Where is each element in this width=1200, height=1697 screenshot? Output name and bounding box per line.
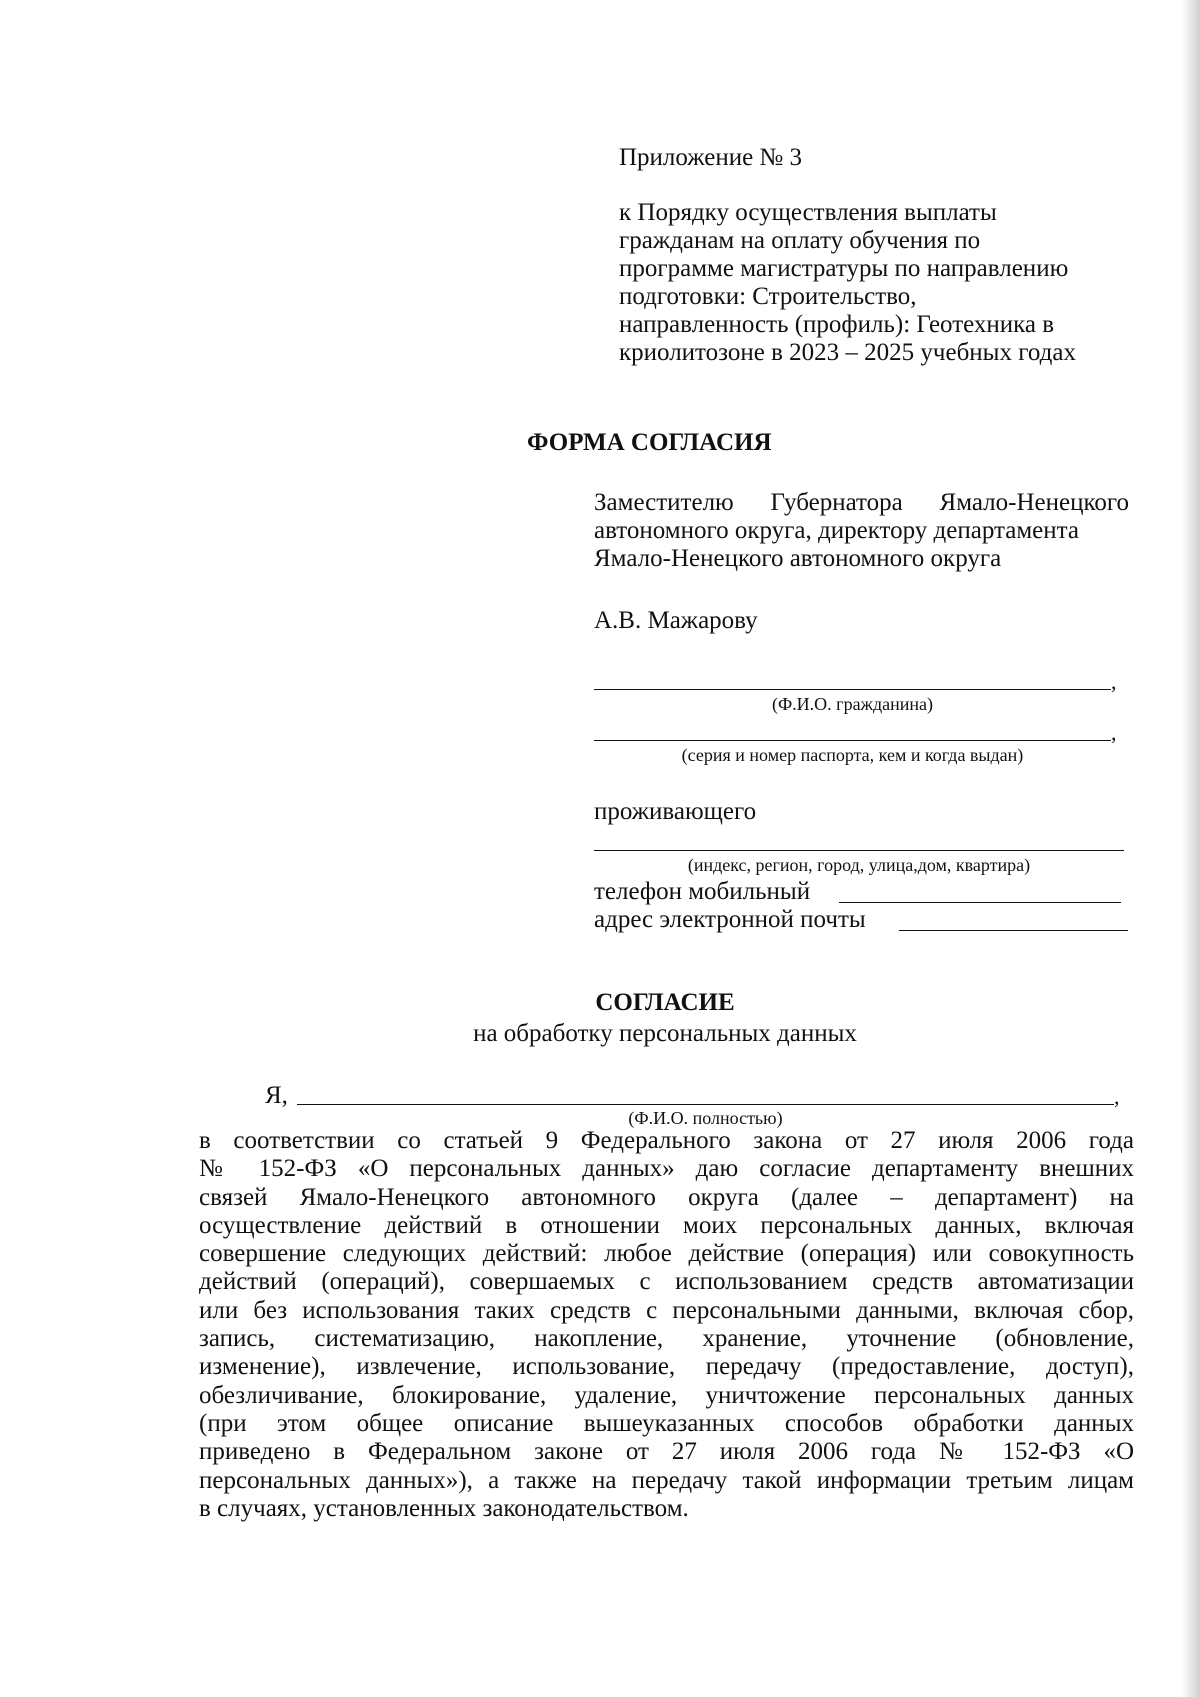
annex-line: направленность (профиль): Геотехника в [619, 311, 1055, 338]
passport-comma: , [1111, 720, 1117, 745]
phone-blank-line[interactable] [839, 902, 1121, 903]
annex-description [619, 199, 1139, 367]
fio-blank-line[interactable] [594, 689, 1111, 690]
full-name-comma: , [1114, 1084, 1120, 1109]
page-edge-shadow [1182, 0, 1200, 1697]
fio-caption: (Ф.И.О. гражданина) [771, 694, 934, 714]
body-line: (при этом общее описание вышеуказанных способов обработки данных [199, 1409, 1134, 1437]
annex-line: криолитозоне в 2023 – 2025 учебных годах [619, 339, 1076, 366]
annex-line: гражданам на оплату обучения по [619, 227, 981, 254]
body-line: запись, систематизацию, накопление, хранение, уточнение (обновление, [199, 1325, 1134, 1353]
consent-body [199, 1127, 1134, 1523]
full-name-caption: (Ф.И.О. полностью) [628, 1108, 783, 1128]
address-caption: (индекс, регион, город, улица,дом, квартира) [687, 855, 1031, 875]
addressee-name: А.В. Мажарову [594, 607, 758, 634]
addressee-line: автономного округа, директору департамента [594, 517, 1079, 544]
phone-label: телефон мобильный [594, 878, 811, 905]
address-blank-line[interactable] [594, 850, 1124, 851]
addressee-line: Ямало-Ненецкого автономного округа [594, 545, 1002, 572]
body-line: связей Ямало-Ненецкого автономного округа (далее – департамент) на [199, 1183, 1134, 1211]
body-line: в случаях, установленных законодательством. [199, 1494, 689, 1522]
consent-subtitle: на обработку персональных данных [473, 1020, 857, 1047]
body-line: приведено в Федеральном законе от 27 июля 2006 года № 152-ФЗ «О [199, 1438, 1134, 1466]
annex-title: Приложение № 3 [619, 144, 803, 171]
body-line: осуществление действий в отношении моих персональных данных, включая [199, 1211, 1134, 1239]
body-line: в соответствии со статьей 9 Федерального закона от 27 июля 2006 года [199, 1127, 1134, 1154]
form-title: ФОРМА СОГЛАСИЯ [527, 429, 772, 456]
body-line: персональных данных»), а также на передачу такой информации третьим лицам [199, 1466, 1134, 1494]
passport-caption: (серия и номер паспорта, кем и когда выдан) [681, 745, 1024, 765]
email-label: адрес электронной почты [594, 906, 866, 933]
annex-line: программе магистратуры по направлению [619, 255, 1069, 282]
body-line: изменение), извлечение, использование, передачу (предоставление, доступ), [199, 1353, 1134, 1381]
consent-title: СОГЛАСИЕ [595, 989, 735, 1016]
passport-blank-line[interactable] [594, 740, 1111, 741]
living-label: проживающего [594, 798, 757, 825]
ya-label: Я, [265, 1082, 288, 1109]
addressee-line: Заместителю Губернатора Ямало-Ненецкого [594, 489, 1129, 516]
full-name-blank-line[interactable] [297, 1104, 1114, 1105]
fio-comma: , [1111, 669, 1117, 694]
addressee-block [594, 489, 1129, 573]
body-line: обезличивание, блокирование, удаление, уничтожение персональных данных [199, 1381, 1134, 1409]
annex-line: к Порядку осуществления выплаты [619, 199, 997, 226]
body-line: действий (операций), совершаемых с использованием средств автоматизации [199, 1268, 1134, 1296]
body-line: совершение следующих действий: любое действие (операция) или совокупность [199, 1240, 1134, 1268]
annex-line: подготовки: Строительство, [619, 283, 917, 310]
body-line: или без использования таких средств с персональными данными, включая сбор, [199, 1296, 1134, 1324]
body-line: № 152-ФЗ «О персональных данных» даю согласие департаменту внешних [199, 1155, 1134, 1183]
email-blank-line[interactable] [899, 930, 1128, 931]
